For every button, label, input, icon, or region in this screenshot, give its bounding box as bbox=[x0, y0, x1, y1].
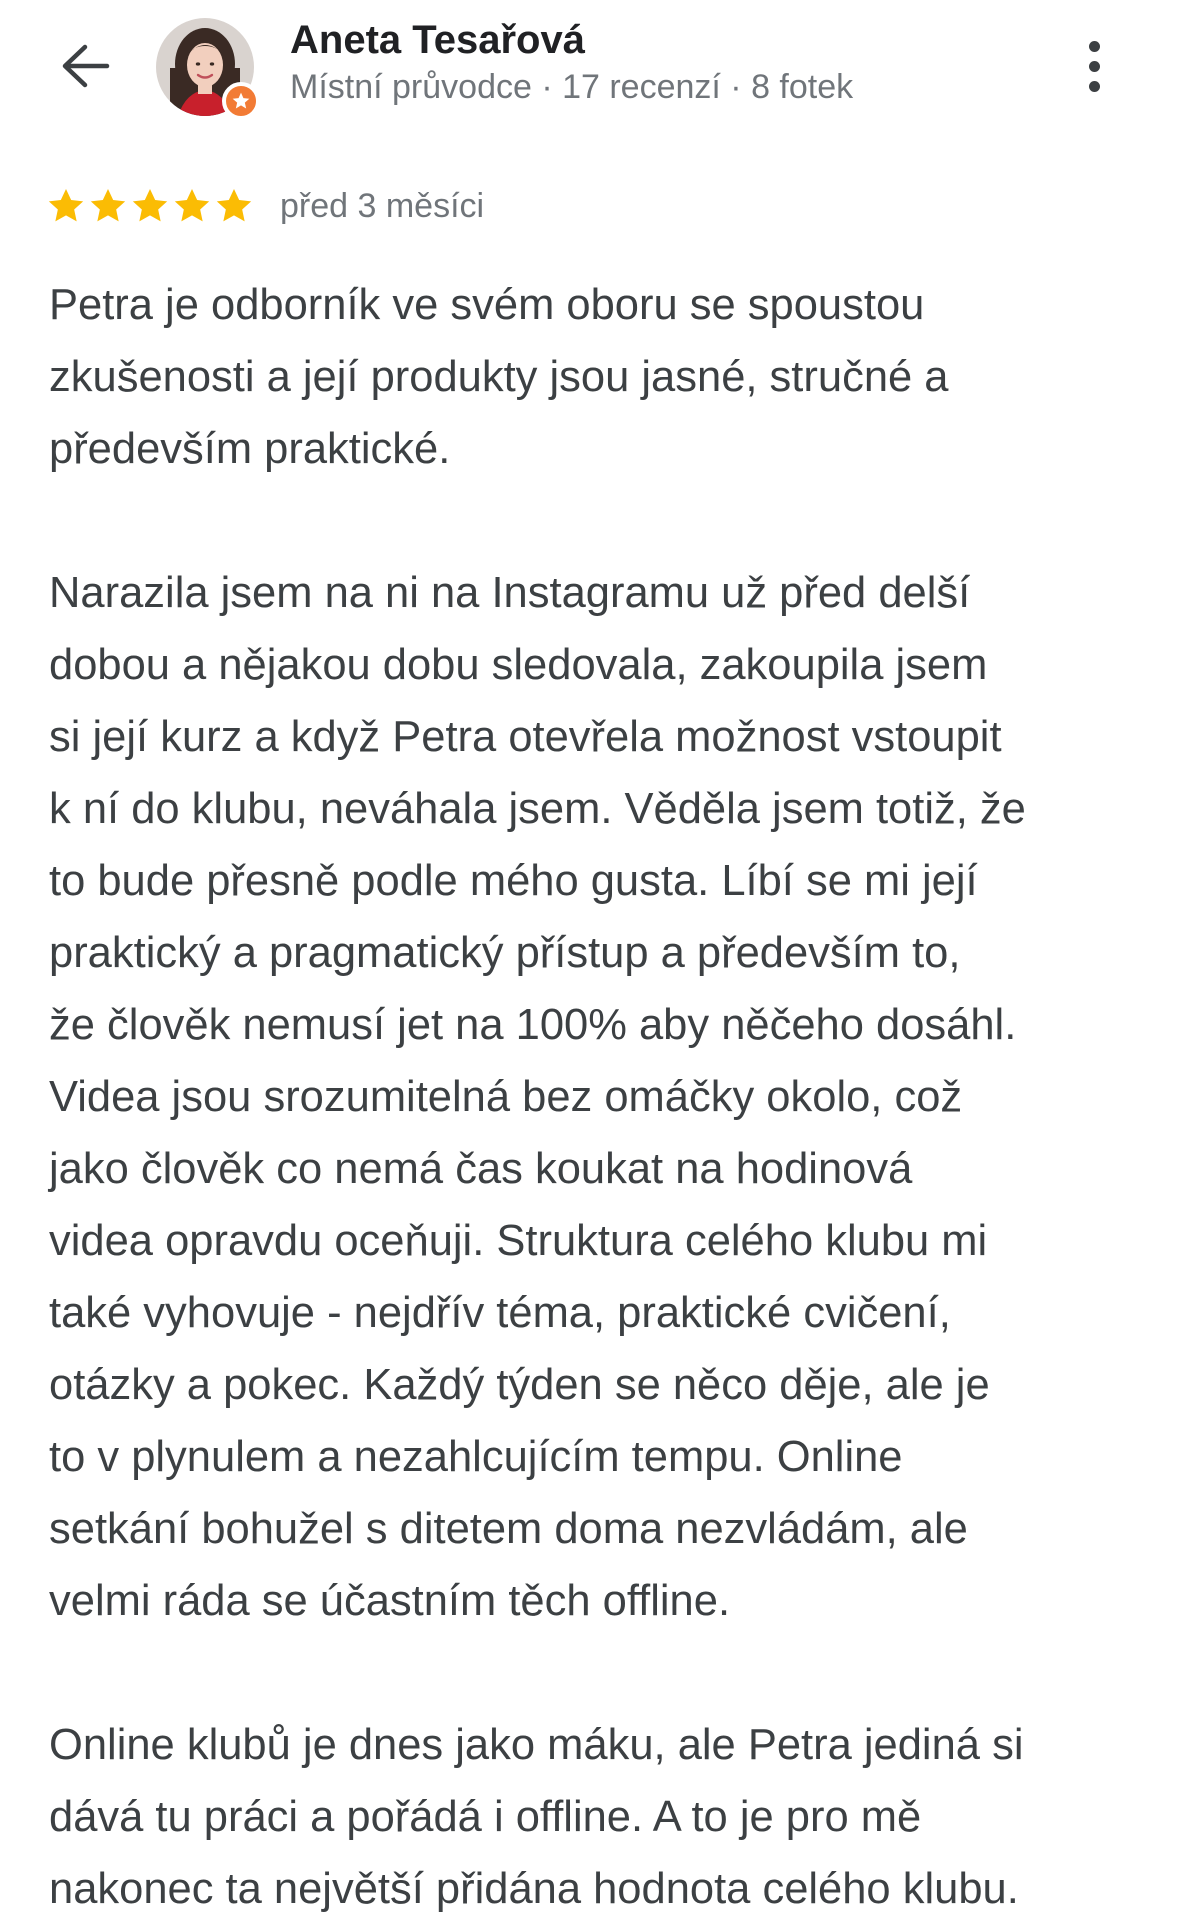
review-header bbox=[0, 0, 1179, 140]
review-text bbox=[49, 269, 1159, 1925]
more-vert-icon bbox=[1089, 41, 1100, 52]
review-line: zkušenosti a její produkty jsou jasné, stručné a bbox=[49, 353, 949, 401]
more-vert-icon-dot bbox=[1089, 81, 1100, 92]
review-line: že člověk nemusí jet na 100% aby něčeho dosáhl. bbox=[49, 1001, 1017, 1049]
review-line: to bude přesně podle mého gusta. Líbí se mi její bbox=[49, 857, 978, 905]
review-line: velmi ráda se účastním těch offline. bbox=[49, 1577, 731, 1625]
more-vert-icon-dot bbox=[1089, 61, 1100, 72]
review-line: nakonec ta největší přidána hodnota celého klubu. bbox=[49, 1865, 1019, 1913]
review-line: praktický a pragmatický přístup a především to, bbox=[49, 929, 961, 977]
review-line: především praktické. bbox=[49, 425, 451, 473]
reviewer-avatar-wrap bbox=[156, 18, 254, 116]
reviewer-name[interactable]: Aneta Tesařová bbox=[290, 18, 585, 62]
review-line: Narazila jsem na ni na Instagramu už před delší bbox=[49, 569, 971, 617]
review-line: Online klubů je dnes jako máku, ale Petra jediná si bbox=[49, 1721, 1024, 1769]
review-line: to v plynulem a nezahlcujícím tempu. Online bbox=[49, 1433, 903, 1481]
paragraph-gap bbox=[49, 485, 1159, 557]
review-line: setkání bohužel s ditetem doma nezvládám, ale bbox=[49, 1505, 968, 1553]
star-icon bbox=[46, 186, 86, 226]
review-line: videa opravdu oceňuji. Struktura celého klubu mi bbox=[49, 1217, 988, 1265]
review-date: před 3 měsíci bbox=[280, 186, 485, 225]
star-rating bbox=[46, 186, 254, 226]
star-icon bbox=[172, 186, 212, 226]
back-button[interactable] bbox=[50, 30, 122, 102]
review-line: dává tu práci a pořádá i offline. A to je pro mě bbox=[49, 1793, 922, 1841]
reviewer-meta: Místní průvodce · 17 recenzí · 8 fotek bbox=[290, 68, 854, 106]
review-line: jako člověk co nemá čas koukat na hodinová bbox=[49, 1145, 913, 1193]
review-line: si její kurz a když Petra otevřela možnost vstoupit bbox=[49, 713, 1002, 761]
rating-row bbox=[46, 180, 484, 232]
review-line: k ní do klubu, neváhala jsem. Věděla jsem totiž, že bbox=[49, 785, 1026, 833]
local-guide-badge bbox=[222, 82, 260, 120]
review-line: otázky a pokec. Každý týden se něco děje, ale je bbox=[49, 1361, 990, 1409]
more-options-button[interactable] bbox=[1064, 28, 1124, 104]
review-line: také vyhovuje - nejdřív téma, praktické cvičení, bbox=[49, 1289, 951, 1337]
review-line: dobou a nějakou dobu sledovala, zakoupila jsem bbox=[49, 641, 988, 689]
star-icon bbox=[130, 186, 170, 226]
arrow-left-icon bbox=[61, 44, 111, 88]
review-line: Videa jsou srozumitelná bez omáčky okolo, což bbox=[49, 1073, 963, 1121]
local-guide-star-icon bbox=[231, 91, 251, 111]
star-icon bbox=[214, 186, 254, 226]
review-line: Petra je odborník ve svém oboru se spoustou bbox=[49, 281, 925, 329]
star-icon bbox=[88, 186, 128, 226]
paragraph-gap bbox=[49, 1637, 1159, 1709]
